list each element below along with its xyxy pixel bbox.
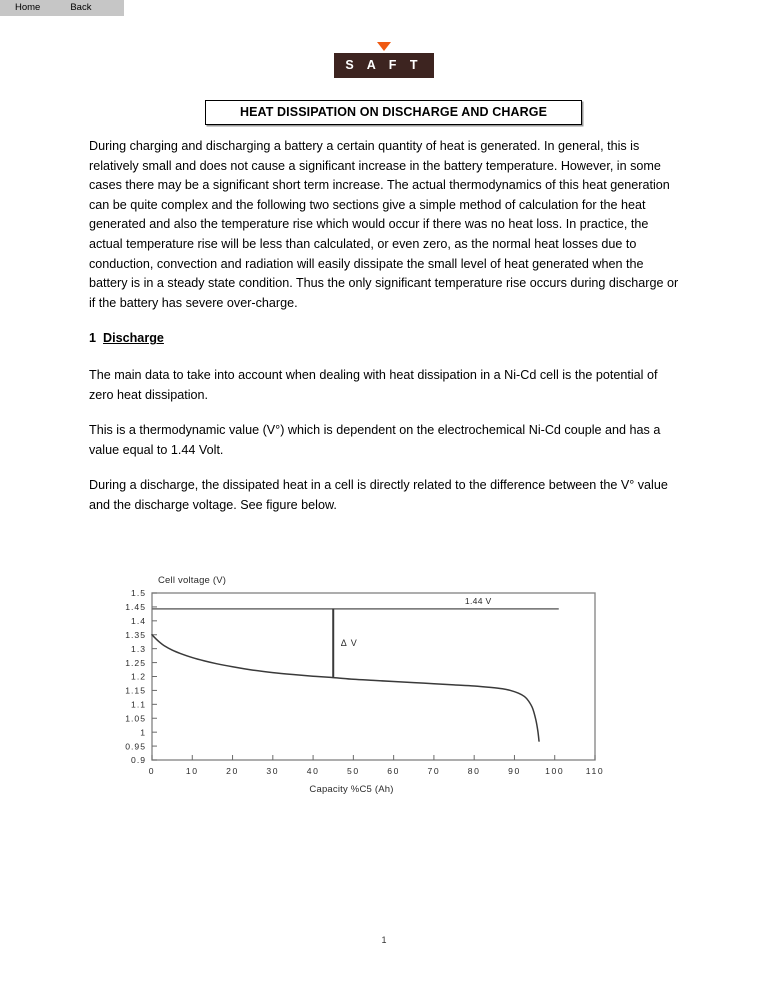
- paragraph-main-data: The main data to take into account when dealing with heat dissipation in a Ni-Cd cell is the potential of zero heat dissipation.: [89, 367, 658, 402]
- chart-y-tick-label: 0.9: [131, 755, 146, 766]
- section-title: Discharge: [103, 331, 164, 346]
- chart-x-axis-title: Capacity %C5 (Ah): [309, 784, 394, 795]
- chart-y-tick-label: 1.35: [125, 629, 146, 640]
- chart-y-tick-label: 1.5: [131, 588, 146, 599]
- chart-x-tick-label: 100: [545, 766, 565, 776]
- chart-y-tick-label: 1: [140, 727, 146, 738]
- chart-y-tick-label: 1.4: [131, 616, 146, 627]
- paragraph-intro: During charging and discharging a battery a certain quantity of heat is generated. In general, this is relatively small and does not cause a significant increase in the battery temperature. However, in some cases there may be a significant short term increase. The actual thermodynamics of this heat generation can be quite complex and the following two sections give a simple method of calculation for the heat generated and also the temperature rise which would occur if there was no heat loss. In practice, the actual temperature rise will be less than calculated, or even zero, as the normal heat losses due to conduction, convection and radiation will easily dissipate the small level of heat generated when the battery is in a steady state condition. Thus the only significant temperature rise occurs during discharge or if the battery has severe over-charge.: [89, 139, 679, 310]
- chart-x-tick-label: 20: [226, 766, 239, 776]
- nav-link-home[interactable]: Home: [15, 2, 41, 13]
- chart-plot-frame: [152, 593, 595, 760]
- section-number: 1: [89, 331, 97, 346]
- logo-box: [334, 53, 433, 78]
- chart-discharge-curve: [152, 635, 539, 741]
- chart-x-tick-label: 60: [387, 766, 401, 776]
- paragraph-dissipated-heat: During a discharge, the dissipated heat in a cell is directly related to the difference between the V° value and the discharge voltage. See figure below.: [89, 478, 668, 512]
- chart-x-tick-label: 70: [427, 766, 441, 776]
- chart-y-tick-label: 1.3: [131, 643, 146, 654]
- chart-y-tick-label: 1.05: [125, 713, 146, 724]
- section-heading-discharge: [89, 329, 679, 349]
- paragraph-thermodynamic-value: This is a thermodynamic value (V°) which is dependent on the electrochemical Ni-Cd couple and has a value equal to 1.44 Volt.: [89, 423, 661, 457]
- chart-x-tick-label: 10: [185, 766, 199, 776]
- chart-y-tick-label: 1.15: [125, 685, 146, 696]
- saft-logo: [0, 42, 768, 78]
- chart-reference-line-label: 1.44 V: [464, 595, 492, 606]
- chart-x-tick-label: 90: [508, 766, 521, 776]
- chart-y-tick-label: 1.2: [131, 671, 146, 682]
- chart-delta-v-label: Δ V: [340, 638, 358, 649]
- chart-x-tick-label: 30: [266, 766, 280, 776]
- document-body: [89, 137, 679, 532]
- chart-x-tick-label: 50: [346, 766, 360, 776]
- top-navigation-bar: [0, 0, 124, 16]
- chart-y-tick-label: 1.45: [125, 602, 146, 613]
- chart-x-tick-label: 80: [467, 766, 481, 776]
- chart-y-axis-title: Cell voltage (V): [158, 575, 227, 586]
- page-number: 1: [381, 935, 387, 945]
- nav-link-back[interactable]: Back: [70, 2, 92, 13]
- chart-x-tick-label: 0: [148, 766, 156, 776]
- chart-x-tick-label: 110: [585, 766, 605, 776]
- chart-x-tick-label: 40: [306, 766, 320, 776]
- page-title: HEAT DISSIPATION ON DISCHARGE AND CHARGE: [239, 105, 548, 119]
- chart-y-tick-label: 1.25: [125, 657, 146, 668]
- triangle-icon: [377, 42, 391, 51]
- chart-y-tick-label: 0.95: [125, 741, 146, 752]
- chart-canvas: [118, 568, 618, 798]
- discharge-voltage-chart: [118, 568, 618, 798]
- logo-wordmark: S A F T: [345, 58, 423, 72]
- document-title-box: [205, 100, 582, 125]
- chart-y-tick-label: 1.1: [131, 699, 146, 710]
